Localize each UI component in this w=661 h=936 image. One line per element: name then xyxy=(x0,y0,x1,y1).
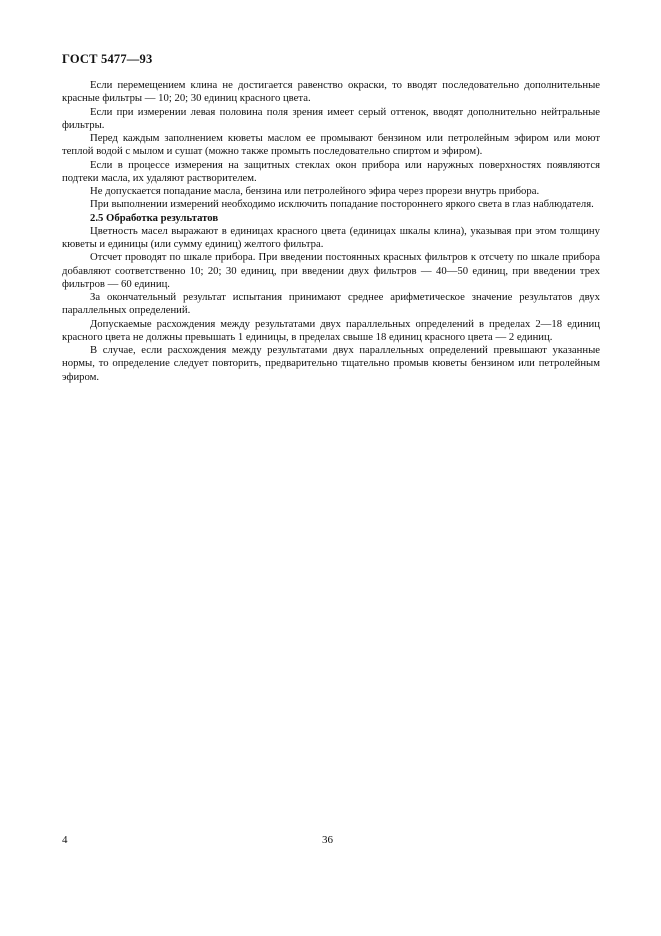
document-header: ГОСТ 5477—93 xyxy=(62,52,153,66)
page-number-center: 36 xyxy=(322,834,333,846)
page-number-left: 4 xyxy=(62,834,68,846)
paragraph: За окончательный результат испытания принимают среднее арифметическое значение результатов двух параллельных определений. xyxy=(62,291,600,317)
paragraph: Если перемещением клина не достигается равенство окраски, то вводят последовательно дополнительные красные фильтры — 10; 20; 30 единиц красного цвета. xyxy=(62,79,600,105)
section-heading: 2.5 Обработка результатов xyxy=(90,211,219,224)
paragraph: Допускаемые расхождения между результатами двух параллельных определений в пределах 2—18 единиц красного цвета не должны превышать 1 единицы, в пределах свыше 18 единиц красного цвета — 2 единиц. xyxy=(62,317,600,343)
paragraph: В случае, если расхождения между результатами двух параллельных определений превышают указанные нормы, то определение следует повторить, предварительно тщательно промыв кюветы бензином или петролейным эфиром. xyxy=(62,344,600,383)
paragraph: При выполнении измерений необходимо исключить попадание постороннего яркого света в глаз наблюдателя. xyxy=(90,198,594,211)
paragraph: Если в процессе измерения на защитных стеклах окон прибора или наружных поверхностях появляются подтеки масла, их удаляют растворителем. xyxy=(62,158,600,184)
paragraph: Отсчет проводят по шкале прибора. При введении постоянных красных фильтров к отсчету по шкале прибора добавляют соответственно 10; 20; 30 единиц, при введении двух фильтров — 40—50 единиц, при введении трех фильтров — 60 единиц. xyxy=(62,251,600,290)
document-body xyxy=(62,79,600,384)
paragraph: Цветность масел выражают в единицах красного цвета (единицах шкалы клина), указывая при этом толщину кюветы и единицы (или сумму единиц) желтого фильтра. xyxy=(62,224,600,250)
paragraph: Если при измерении левая половина поля зрения имеет серый оттенок, вводят дополнительно нейтральные фильтры. xyxy=(62,105,600,131)
paragraph: Не допускается попадание масла, бензина или петролейного эфира через прорези внутрь прибора. xyxy=(90,185,540,197)
paragraph: Перед каждым заполнением кюветы маслом ее промывают бензином или петролейным эфиром или моют теплой водой с мылом и сушат (можно также промыть последовательно спиртом и эфиром). xyxy=(62,132,600,158)
